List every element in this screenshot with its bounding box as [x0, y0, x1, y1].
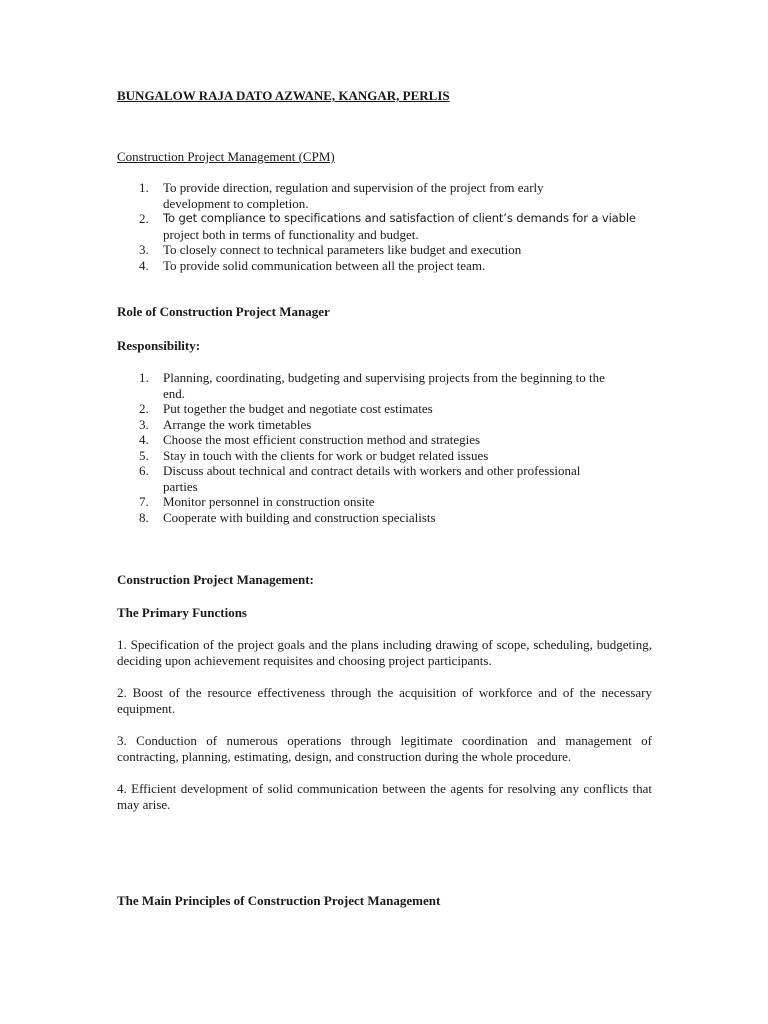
role-heading: Role of Construction Project Manager: [117, 304, 330, 319]
list-item-number: 8.: [139, 509, 149, 525]
cpm-objectives-list: [117, 180, 652, 273]
list-item: [117, 463, 652, 494]
list-item: [117, 211, 652, 242]
list-item-text: Planning, coordinating, budgeting and supervising projects from the beginning to the: [163, 370, 605, 385]
list-item-number: 3.: [139, 416, 149, 432]
list-item-number: 5.: [139, 447, 149, 463]
list-item-continuation: parties: [163, 478, 198, 494]
list-item: [117, 432, 652, 448]
list-item: [117, 494, 652, 510]
list-item-text: To provide solid communication between all the project team.: [163, 257, 486, 273]
cpm-section-heading: Construction Project Management:: [117, 572, 314, 587]
primary-function-paragraph: 4. Efficient development of solid communication between the agents for resolving any conflicts that may arise.: [117, 781, 652, 812]
list-item: [117, 510, 652, 526]
principles-heading: The Main Principles of Construction Project Management: [117, 893, 441, 908]
list-item-number: 4.: [139, 432, 149, 447]
primary-function-paragraph: 3. Conduction of numerous operations through legitimate coordination and management of contracting, planning, estimating, design, and construction during the whole procedure.: [117, 733, 652, 764]
list-item-continuation: end.: [163, 385, 186, 401]
list-item-number: 3.: [139, 242, 149, 257]
primary-function-paragraph: 1. Specification of the project goals and the plans including drawing of scope, scheduling, budgeting, deciding upon achievement requisites and choosing project participants.: [117, 637, 652, 668]
list-item-number: 2.: [139, 211, 149, 226]
list-item: [117, 417, 652, 433]
list-item-continuation: project both in terms of functionality and budget.: [163, 226, 419, 242]
list-item-text: Monitor personnel in construction onsite: [163, 494, 375, 509]
list-item-number: 6.: [139, 463, 149, 478]
list-item-text: Discuss about technical and contract details with workers and other professional: [163, 463, 581, 478]
primary-function-paragraph: 2. Boost of the resource effectiveness through the acquisition of workforce and of the necessary equipment.: [117, 685, 652, 716]
list-item: [117, 180, 652, 211]
list-item-text: To provide direction, regulation and supervision of the project from early: [163, 180, 544, 195]
list-item-text: Choose the most efficient construction method and strategies: [163, 432, 481, 447]
list-item: [117, 242, 652, 258]
list-item-text: To closely connect to technical parameters like budget and execution: [163, 242, 522, 257]
cpm-heading: Construction Project Management (CPM): [117, 149, 335, 164]
list-item-continuation: development to completion.: [163, 195, 309, 211]
list-item-number: 7.: [139, 494, 149, 509]
document-title: BUNGALOW RAJA DATO AZWANE, KANGAR, PERLIS: [117, 88, 450, 103]
list-item-number: 4.: [139, 257, 149, 273]
list-item-text: To get compliance to specifications and satisfaction of client’s demands for a viable: [163, 211, 636, 225]
list-item: [117, 370, 652, 401]
primary-functions-heading: The Primary Functions: [117, 605, 247, 620]
list-item-number: 1.: [139, 180, 149, 195]
list-item: [117, 448, 652, 464]
responsibility-heading: Responsibility:: [117, 338, 201, 353]
list-item-text: Stay in touch with the clients for work or budget related issues: [163, 447, 489, 463]
list-item: [117, 401, 652, 417]
list-item-text: Arrange the work timetables: [163, 416, 312, 432]
responsibility-list: [117, 370, 652, 525]
list-item-number: 1.: [139, 370, 149, 385]
list-item-text: Put together the budget and negotiate cost estimates: [163, 401, 433, 416]
list-item-text: Cooperate with building and construction specialists: [163, 509, 436, 525]
list-item: [117, 258, 652, 274]
list-item-number: 2.: [139, 401, 149, 416]
